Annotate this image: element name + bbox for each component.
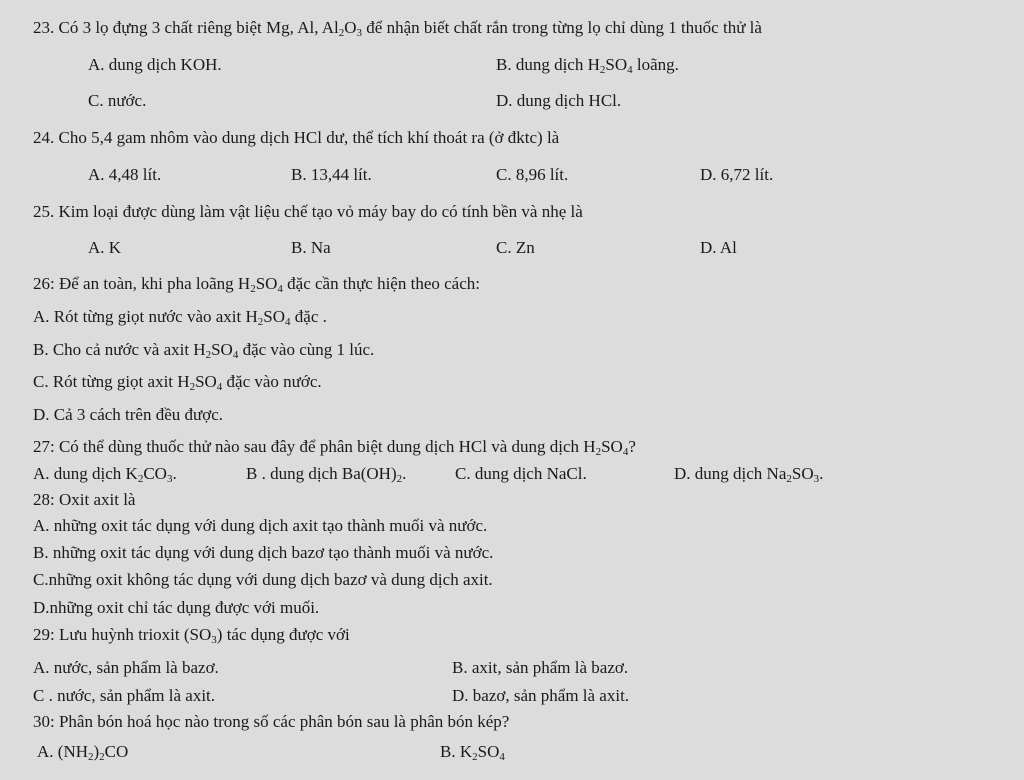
q23-option-a: A. dung dịch KOH. bbox=[88, 55, 222, 74]
q28-option-a: A. những oxit tác dụng với dung dịch axit tạo thành muối và nước. bbox=[33, 516, 488, 535]
q25-option-b: B. Na bbox=[291, 238, 331, 257]
q29-stem: 29: Lưu huỳnh trioxit $(SO_3)$ tác dụng được với bbox=[33, 625, 350, 646]
q24-option-b: B. 13,44 lít. bbox=[291, 165, 372, 184]
q30-option-b: B. $K_2SO_4$ bbox=[440, 742, 505, 763]
q27-option-b: B . dung dịch $Ba(OH)_2$. bbox=[246, 464, 407, 485]
q23-stem: 23. Có 3 lọ đựng 3 chất riêng biệt Mg, Al, $Al_2O_3$ để nhận biết chất rắn trong từng lọ chỉ dùng 1 thuốc thử là bbox=[33, 18, 762, 39]
q24-option-d: D. 6,72 lít. bbox=[700, 165, 774, 184]
q26-option-a: A. Rót từng giọt nước vào axit $H_2SO_4$ đặc . bbox=[33, 307, 327, 328]
q29-option-b: B. axit, sản phẩm là bazơ. bbox=[452, 658, 629, 677]
q28-option-b: B. những oxit tác dụng với dung dịch bazơ tạo thành muối và nước. bbox=[33, 543, 494, 562]
q28-option-c: C.những oxit không tác dụng với dung dịch bazơ và dung dịch axit. bbox=[33, 570, 493, 589]
q24-option-a: A. 4,48 lít. bbox=[88, 165, 162, 184]
q28-stem: 28: Oxit axit là bbox=[33, 490, 136, 509]
q27-option-a: A. dung dịch $K_2CO_3$. bbox=[33, 464, 177, 485]
q27-option-d: D. dung dịch $Na_2SO_3$. bbox=[674, 464, 824, 485]
q23-option-d: D. dung dịch HCl. bbox=[496, 91, 622, 110]
q29-option-a: A. nước, sản phẩm là bazơ. bbox=[33, 658, 219, 677]
q25-option-d: D. Al bbox=[700, 238, 737, 257]
q29-option-c: C . nước, sản phẩm là axit. bbox=[33, 686, 216, 705]
q26-option-c: C. Rót từng giọt axit $H_2SO_4$ đặc vào nước. bbox=[33, 372, 322, 393]
q23-option-c: C. nước. bbox=[88, 91, 147, 110]
q26-option-d: D. Cả 3 cách trên đều được. bbox=[33, 405, 224, 424]
q30-stem: 30: Phân bón hoá học nào trong số các phân bón sau là phân bón kép? bbox=[33, 712, 510, 731]
q28-option-d: D.những oxit chỉ tác dụng được với muối. bbox=[33, 598, 320, 617]
q29-option-d: D. bazơ, sản phẩm là axit. bbox=[452, 686, 630, 705]
q30-option-a: A. $(NH_2)_2CO$ bbox=[37, 742, 129, 763]
q25-stem: 25. Kim loại được dùng làm vật liệu chế tạo vỏ máy bay do có tính bền và nhẹ là bbox=[33, 202, 583, 221]
q23-option-b: B. dung dịch $H_2SO_4$ loãng. bbox=[496, 55, 679, 76]
q24-stem: 24. Cho 5,4 gam nhôm vào dung dịch HCl dư, thể tích khí thoát ra (ở đktc) là bbox=[33, 128, 560, 147]
q24-option-c: C. 8,96 lít. bbox=[496, 165, 569, 184]
q25-option-a: A. K bbox=[88, 238, 122, 257]
q25-option-c: C. Zn bbox=[496, 238, 535, 257]
q26-option-b: B. Cho cả nước và axit $H_2SO_4$ đặc vào cùng 1 lúc. bbox=[33, 340, 375, 361]
q27-stem: 27: Có thể dùng thuốc thử nào sau đây để phân biệt dung dịch HCl và dung dịch $H_2SO_4$? bbox=[33, 437, 636, 458]
q27-option-c: C. dung dịch NaCl. bbox=[455, 464, 587, 483]
q26-stem: 26: Để an toàn, khi pha loãng $H_2SO_4$ đặc cần thực hiện theo cách: bbox=[33, 274, 480, 295]
